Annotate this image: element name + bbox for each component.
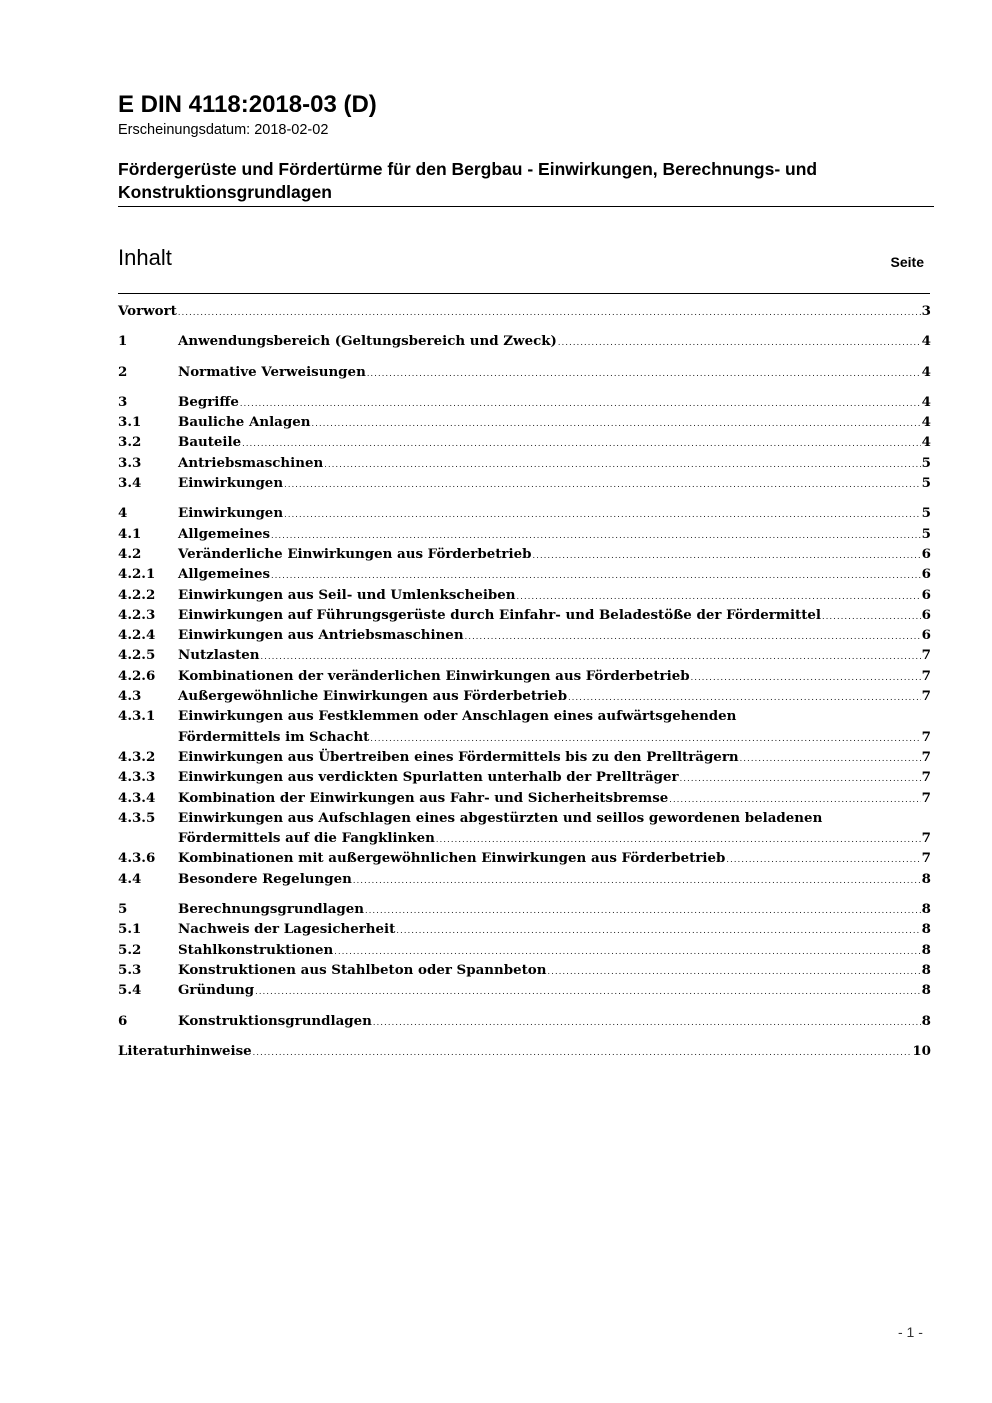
toc-entry-number: 3.2: [118, 434, 142, 451]
toc-entry-label: Nutzlasten: [178, 647, 260, 664]
toc-entry-label: Berechnungsgrundlagen: [178, 901, 365, 918]
toc-entry-page: 6: [921, 606, 931, 623]
title-divider: [118, 206, 934, 207]
toc-dot-leader: [532, 546, 920, 566]
toc-entry-number: 4.2.4: [118, 627, 156, 644]
toc-entry-label: Einwirkungen aus verdickten Spurlatten unterhalb der Prellträger: [178, 769, 679, 786]
toc-dot-leader: [253, 1043, 912, 1063]
toc-entry-number: 4.3.3: [118, 769, 156, 786]
toc-entry-number: 3.4: [118, 475, 142, 492]
document-title: Fördergerüste und Fördertürme für den Bergbau - Einwirkungen, Berechnungs- und Konstruktionsgrundlagen: [118, 159, 818, 202]
toc-dot-leader: [271, 566, 921, 586]
toc-entry-page: 6: [921, 627, 931, 644]
document-code: E DIN 4118:2018-03 (D): [118, 91, 377, 118]
toc-entry-page: 5: [921, 525, 931, 542]
toc-entry[interactable]: [118, 940, 931, 960]
toc-entry-label: Einwirkungen aus Aufschlagen eines abgestürzten und seillos gewordenen beladenen: [178, 809, 823, 826]
toc-entry[interactable]: [118, 666, 931, 686]
toc-entry-label: Literaturhinweise: [118, 1042, 252, 1059]
toc-entry[interactable]: [118, 453, 931, 473]
toc-entry-number: 5.2: [118, 941, 142, 958]
toc-entry-label: Bauliche Anlagen: [178, 414, 311, 431]
toc-entry[interactable]: [118, 645, 931, 665]
toc-entry-number: 3.3: [118, 454, 142, 471]
toc-dot-leader: [178, 303, 921, 323]
toc-entry[interactable]: [118, 301, 931, 321]
toc-entry-label: Konstruktionsgrundlagen: [178, 1012, 372, 1029]
toc-entry-number: 3.1: [118, 414, 142, 431]
toc-dot-leader: [261, 647, 921, 667]
toc-entry[interactable]: [118, 828, 931, 848]
toc-entry-number: 4.3: [118, 688, 142, 705]
toc-entry[interactable]: [118, 869, 931, 889]
toc-entry[interactable]: [118, 564, 931, 584]
toc-entry-label: Einwirkungen: [178, 475, 284, 492]
toc-entry-label: Bauteile: [178, 434, 242, 451]
toc-entry-label: Kombinationen mit außergewöhnlichen Einwirkungen aus Förderbetrieb: [178, 850, 726, 867]
toc-entry-page: 7: [921, 850, 931, 867]
toc-entry[interactable]: [118, 331, 931, 351]
toc-entry-page: 5: [921, 505, 931, 522]
toc-dot-leader: [370, 729, 920, 749]
toc-entry-label-continued: Fördermittels auf die Fangklinken: [178, 830, 435, 847]
toc-entry-label: Anwendungsbereich (Geltungsbereich und Zweck): [178, 333, 557, 350]
toc-entry-number: 4.2.1: [118, 566, 156, 583]
toc-entry-number: 5.1: [118, 921, 142, 938]
toc-entry-label-continued: Fördermittels im Schacht: [178, 728, 370, 745]
toc-entry-number: 4.2.3: [118, 606, 156, 623]
toc-entry-page: 10: [912, 1042, 931, 1059]
toc-dot-leader: [568, 688, 921, 708]
toc-entry-page: 4: [921, 414, 931, 431]
toc-entry-page: 8: [921, 941, 931, 958]
toc-dot-leader: [740, 749, 921, 769]
toc-entry-number: 4.3.2: [118, 748, 156, 765]
toc-entry-number: 4.3.6: [118, 850, 156, 867]
toc-entry-number: 4: [118, 505, 128, 522]
toc-entry-label: Allgemeines: [178, 525, 271, 542]
toc-dot-leader: [255, 982, 921, 1002]
toc-entry-page: 6: [921, 586, 931, 603]
toc-entry-page: 8: [921, 870, 931, 887]
toc-entry-page: 7: [921, 769, 931, 786]
toc-entry-number: 4.2.2: [118, 586, 156, 603]
page-column-label: Seite: [890, 254, 924, 270]
toc-entry-label: Einwirkungen auf Führungsgerüste durch Einfahr- und Beladestöße der Fördermittel: [178, 606, 822, 623]
toc-entry-page: 7: [921, 748, 931, 765]
toc-entry-page: 6: [921, 545, 931, 562]
toc-entry-page: 3: [921, 303, 931, 319]
toc-dot-leader: [680, 769, 921, 789]
table-of-contents: [118, 301, 931, 1061]
toc-entry[interactable]: [118, 412, 931, 432]
toc-entry-page: 7: [921, 728, 931, 745]
toc-dot-leader: [365, 901, 921, 921]
toc-entry-page: 8: [921, 982, 931, 999]
toc-entry-page: 5: [921, 454, 931, 471]
publication-date: Erscheinungsdatum: 2018-02-02: [118, 122, 329, 138]
toc-entry[interactable]: [118, 808, 931, 828]
toc-dot-leader: [726, 850, 920, 870]
toc-entry-label: Gründung: [178, 982, 255, 999]
page-number: - 1 -: [898, 1324, 923, 1340]
toc-dot-leader: [558, 333, 921, 353]
toc-entry-number: 2: [118, 363, 128, 380]
toc-entry-page: 7: [921, 830, 931, 847]
toc-entry-page: 7: [921, 647, 931, 664]
toc-dot-leader: [436, 830, 921, 850]
toc-dot-leader: [271, 526, 921, 546]
toc-entry[interactable]: [118, 432, 931, 452]
toc-dot-leader: [284, 475, 921, 495]
toc-entry-number: 5: [118, 901, 128, 918]
toc-dot-leader: [324, 455, 920, 475]
toc-dot-leader: [822, 607, 921, 627]
toc-dot-leader: [240, 394, 921, 414]
toc-entry-page: 8: [921, 921, 931, 938]
toc-entry[interactable]: [118, 706, 931, 726]
toc-divider: [118, 293, 930, 294]
toc-entry[interactable]: [118, 544, 931, 564]
toc-dot-leader: [367, 364, 921, 384]
toc-entry-number: 4.3.5: [118, 809, 156, 826]
toc-entry-page: 4: [921, 363, 931, 380]
toc-entry-label: Kombinationen der veränderlichen Einwirkungen aus Förderbetrieb: [178, 667, 690, 684]
toc-dot-leader: [242, 434, 921, 454]
toc-entry-page: 8: [921, 961, 931, 978]
toc-entry-page: 7: [921, 688, 931, 705]
toc-entry-label: Außergewöhnliche Einwirkungen aus Förderbetrieb: [178, 688, 568, 705]
toc-entry[interactable]: [118, 503, 931, 523]
toc-entry-number: 4.2: [118, 545, 142, 562]
toc-entry-number: 1: [118, 333, 128, 350]
toc-entry[interactable]: [118, 980, 931, 1000]
toc-entry[interactable]: [118, 625, 931, 645]
toc-entry-label: Nachweis der Lagesicherheit: [178, 921, 396, 938]
toc-dot-leader: [311, 414, 920, 434]
toc-entry[interactable]: [118, 727, 931, 747]
toc-entry[interactable]: [118, 848, 931, 868]
toc-entry-label: Begriffe: [178, 393, 239, 410]
toc-entry-page: 6: [921, 566, 931, 583]
toc-entry-number: 4.1: [118, 525, 142, 542]
toc-entry[interactable]: [118, 605, 931, 625]
toc-heading: Inhalt: [118, 245, 172, 270]
toc-entry-number: 4.2.5: [118, 647, 156, 664]
toc-dot-leader: [547, 962, 920, 982]
toc-entry-number: 4.4: [118, 870, 142, 887]
toc-entry-number: 6: [118, 1012, 128, 1029]
toc-entry[interactable]: [118, 1011, 931, 1031]
toc-entry[interactable]: [118, 524, 931, 544]
toc-entry[interactable]: [118, 788, 931, 808]
toc-entry[interactable]: [118, 899, 931, 919]
toc-entry[interactable]: [118, 686, 931, 706]
toc-dot-leader: [465, 627, 921, 647]
toc-dot-leader: [334, 942, 920, 962]
toc-entry-label: Konstruktionen aus Stahlbeton oder Spannbeton: [178, 961, 547, 978]
toc-entry[interactable]: [118, 767, 931, 787]
toc-dot-leader: [669, 790, 920, 810]
toc-entry-label: Einwirkungen aus Antriebsmaschinen: [178, 627, 464, 644]
toc-entry-number: 5.4: [118, 982, 142, 999]
toc-entry-page: 7: [921, 667, 931, 684]
toc-entry-label: Einwirkungen aus Übertreiben eines Fördermittels bis zu den Prellträgern: [178, 748, 739, 765]
toc-entry-page: 4: [921, 393, 931, 410]
toc-entry[interactable]: [118, 1041, 931, 1061]
toc-dot-leader: [284, 505, 921, 525]
toc-entry[interactable]: [118, 473, 931, 493]
toc-entry[interactable]: [118, 362, 931, 382]
toc-entry-page: 4: [921, 434, 931, 451]
toc-entry[interactable]: [118, 919, 931, 939]
toc-entry-label: Einwirkungen: [178, 505, 284, 522]
toc-dot-leader: [353, 871, 921, 891]
toc-entry-label: Antriebsmaschinen: [178, 454, 324, 471]
toc-entry-number: 4.2.6: [118, 667, 156, 684]
toc-entry[interactable]: [118, 747, 931, 767]
toc-entry-label: Vorwort: [118, 303, 177, 319]
toc-entry-label: Besondere Regelungen: [178, 870, 352, 887]
toc-entry-number: 5.3: [118, 961, 142, 978]
toc-entry-label: Einwirkungen aus Seil- und Umlenkscheiben: [178, 586, 516, 603]
toc-dot-leader: [691, 668, 921, 688]
toc-entry[interactable]: [118, 585, 931, 605]
toc-dot-leader: [373, 1013, 921, 1033]
toc-entry-page: 7: [921, 789, 931, 806]
toc-entry-label: Veränderliche Einwirkungen aus Förderbetrieb: [178, 545, 532, 562]
toc-dot-leader: [396, 921, 920, 941]
toc-entry-label: Einwirkungen aus Festklemmen oder Anschlagen eines aufwärtsgehenden: [178, 708, 737, 725]
toc-entry-page: 4: [921, 333, 931, 350]
toc-entry-label: Kombination der Einwirkungen aus Fahr- und Sicherheitsbremse: [178, 789, 669, 806]
toc-entry-number: 3: [118, 393, 128, 410]
toc-entry-label: Normative Verweisungen: [178, 363, 366, 380]
toc-entry-label: Stahlkonstruktionen: [178, 941, 334, 958]
toc-entry-number: 4.3.4: [118, 789, 156, 806]
toc-entry-number: 4.3.1: [118, 708, 156, 725]
toc-entry-page: 5: [921, 475, 931, 492]
toc-entry[interactable]: [118, 392, 931, 412]
toc-entry[interactable]: [118, 960, 931, 980]
toc-entry-page: 8: [921, 901, 931, 918]
toc-entry-label: Allgemeines: [178, 566, 271, 583]
toc-dot-leader: [517, 587, 921, 607]
toc-entry-page: 8: [921, 1012, 931, 1029]
